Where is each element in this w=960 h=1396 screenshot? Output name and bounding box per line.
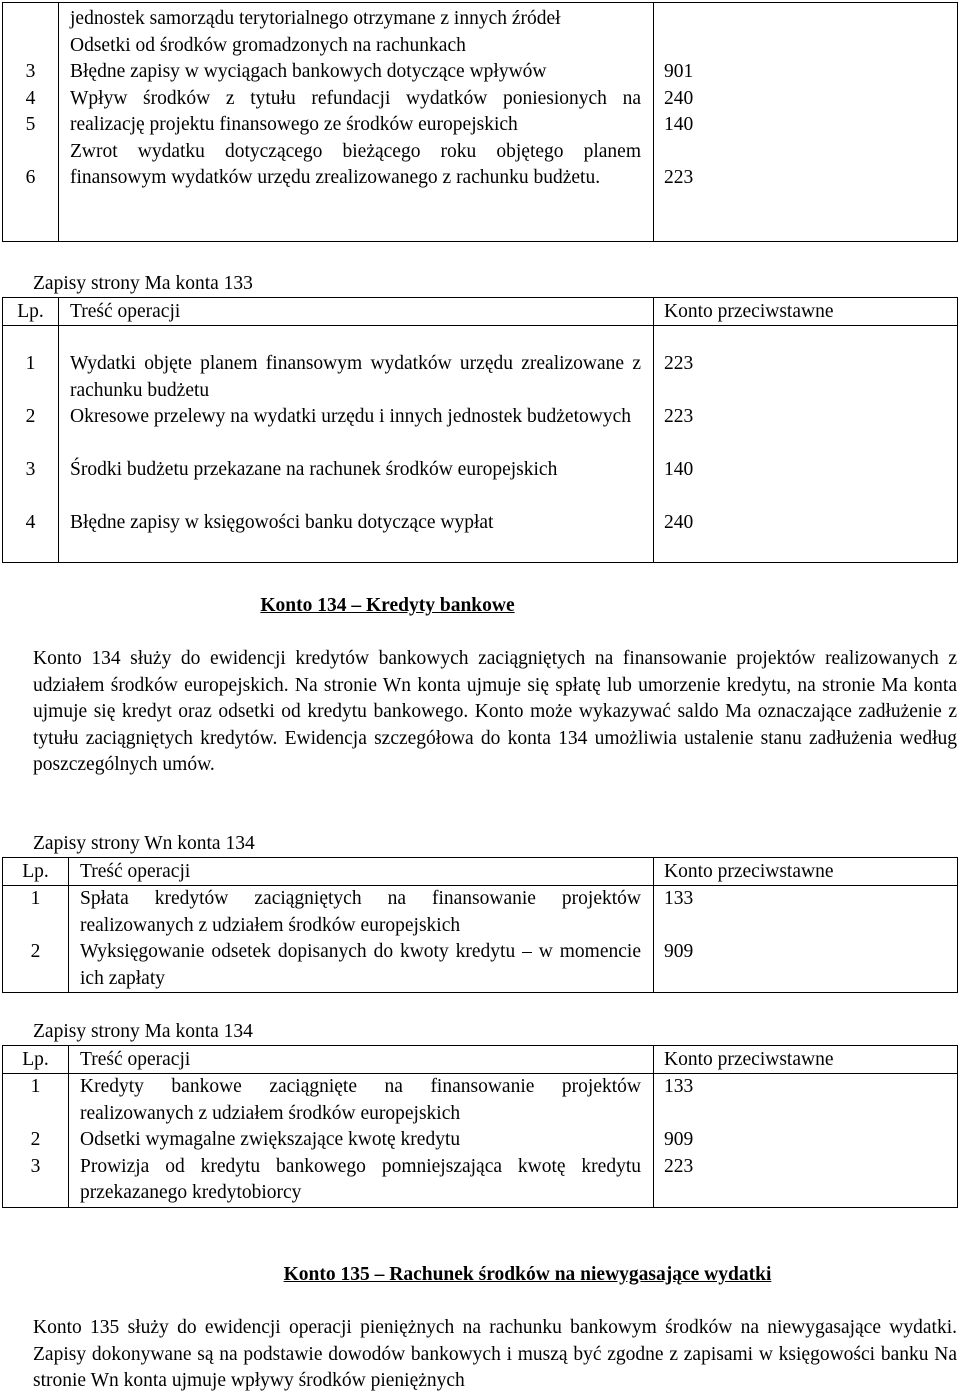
top-row-blank xyxy=(664,33,957,60)
wn-134-caption: Zapisy strony Wn konta 134 xyxy=(33,833,255,854)
top-row-account: 223 xyxy=(664,167,694,188)
konto-135-description: Konto 135 służy do ewidencji operacji pieniężnych na rachunku bankowym środków na niewygasające wydatki. Zapisy dokonywane są na podstawie dowodów bankowych i muszą być zgodne z zapisami w księgowości banku Na stronie Wn konta ujmuje wpływy środków pieniężnych xyxy=(33,1317,957,1392)
table-row-number: 2 xyxy=(25,406,36,427)
konto-134-description: Konto 134 służy do ewidencji kredytów bankowych zaciągniętych na finansowanie projektów realizowanych z udziałem środków europejskich. Na stronie Wn konta ujmuje się spłatę lub umorzenie kredytu, na stronie Ma konta ujmuje się kredyt oraz odsetki od kredytu bankowego. Konto może wykazywać saldo Ma oznaczające zadłużenie z tytułu zaciągniętych kredytów. Ewidencja szczegółowa do konta 134 umożliwia ustalenie stanu zadłużenia według poszczególnych umów. xyxy=(33,648,957,776)
table-row-number: 1 xyxy=(25,353,36,374)
ma-134-header-content: Treść operacji xyxy=(69,1046,654,1074)
ma-133-caption: Zapisy strony Ma konta 133 xyxy=(33,273,253,294)
table-row-account: 223 xyxy=(664,1155,694,1177)
konto-135-heading: Konto 135 – Rachunek środków na niewygasające wydatki xyxy=(283,1264,772,1285)
table-row-text: Wydatki objęte planem finansowym wydatków urzędu zrealizowane z rachunku budżetu xyxy=(70,353,641,401)
top-number-column xyxy=(3,3,59,242)
table-row-number: 3 xyxy=(30,1155,41,1177)
top-operations-table xyxy=(2,2,958,242)
ma-133-table xyxy=(2,297,958,563)
ma-134-table xyxy=(2,1045,958,1208)
ma-133-number-column xyxy=(3,326,59,563)
ma-133-account-column xyxy=(654,326,958,563)
table-row-text: Błędne zapisy w księgowości banku dotyczące wypłat xyxy=(70,512,494,533)
wn-134-header-lp: Lp. xyxy=(3,858,69,886)
top-row-number: 4 xyxy=(25,87,36,109)
top-row-blank xyxy=(3,33,58,60)
table-row-account: 909 xyxy=(664,941,694,962)
wn-134-account-column xyxy=(654,886,958,993)
table-row-number: 1 xyxy=(30,1076,41,1097)
table-row-text: Okresowe przelewy na wydatki urzędu i innych jednostek budżetowych xyxy=(70,406,631,427)
table-row-text: Kredyty bankowe zaciągnięte na finansowanie projektów realizowanych z udziałem środków europejskich xyxy=(80,1076,641,1124)
table-row-account: 133 xyxy=(664,1076,694,1097)
table-row-number: 4 xyxy=(25,512,36,533)
wn-134-header-content: Treść operacji xyxy=(69,858,654,886)
top-row-number: 3 xyxy=(25,61,36,82)
konto-134-heading: Konto 134 – Kredyty bankowe xyxy=(260,595,515,616)
table-row-number: 1 xyxy=(30,888,41,909)
table-row-account: 223 xyxy=(664,406,694,427)
top-content-column xyxy=(59,3,654,242)
top-row-account: 901 xyxy=(664,61,694,82)
ma-133-header-lp: Lp. xyxy=(3,298,59,326)
top-row-account: 240 xyxy=(664,87,694,109)
table-row-text: Spłata kredytów zaciągniętych na finansowanie projektów realizowanych z udziałem środków europejskich xyxy=(80,888,641,936)
ma-134-caption: Zapisy strony Ma konta 134 xyxy=(33,1021,253,1042)
top-row-text: Wpływ środków z tytułu refundacji wydatków poniesionych na realizację projektu finansowego ze środków europejskich xyxy=(70,87,641,135)
top-row-text: jednostek samorządu terytorialnego otrzymane z innych źródeł xyxy=(70,8,561,29)
ma-134-header-lp: Lp. xyxy=(3,1046,69,1074)
table-row-number: 2 xyxy=(30,1129,41,1150)
table-row-number: 2 xyxy=(30,941,41,962)
top-row-text: Zwrot wydatku dotyczącego bieżącego roku objętego planem finansowym wydatków urzędu zrealizowanego z rachunku budżetu. xyxy=(70,140,641,188)
top-row-number: 6 xyxy=(25,167,36,188)
top-row-blank xyxy=(664,6,957,33)
table-row-text: Prowizja od kredytu bankowego pomniejszająca kwotę kredytu przekazanego kredytobiorcy xyxy=(80,1155,641,1203)
top-row-blank xyxy=(3,6,58,33)
top-row-text: Błędne zapisy w wyciągach bankowych dotyczące wpływów xyxy=(70,61,547,82)
wn-134-number-column xyxy=(3,886,69,993)
top-account-column xyxy=(654,3,958,242)
wn-134-table xyxy=(2,857,958,993)
top-row-account: 140 xyxy=(664,114,694,135)
wn-134-content-column xyxy=(69,886,654,993)
table-row-account: 240 xyxy=(664,512,694,533)
top-row-blank xyxy=(664,139,957,166)
ma-133-header-content: Treść operacji xyxy=(59,298,654,326)
ma-134-account-column xyxy=(654,1074,958,1208)
ma-133-header-account: Konto przeciwstawne xyxy=(654,298,958,326)
table-row-account: 909 xyxy=(664,1129,694,1150)
table-row-text: Odsetki wymagalne zwiększające kwotę kredytu xyxy=(80,1129,461,1150)
ma-134-content-column xyxy=(69,1074,654,1208)
ma-134-header-account: Konto przeciwstawne xyxy=(654,1046,958,1074)
ma-133-content-column xyxy=(59,326,654,563)
table-row-account: 140 xyxy=(664,459,694,480)
top-row-blank xyxy=(3,139,58,166)
table-row-text: Środki budżetu przekazane na rachunek środków europejskich xyxy=(70,459,558,480)
table-row-number: 3 xyxy=(25,459,36,480)
table-row-account: 133 xyxy=(664,888,694,909)
top-row-text: Odsetki od środków gromadzonych na rachunkach xyxy=(70,34,466,56)
table-row-text: Wyksięgowanie odsetek dopisanych do kwoty kredytu – w momencie ich zapłaty xyxy=(80,941,641,989)
wn-134-header-account: Konto przeciwstawne xyxy=(654,858,958,886)
top-row-number: 5 xyxy=(25,114,36,135)
ma-134-number-column xyxy=(3,1074,69,1208)
table-row-account: 223 xyxy=(664,353,694,374)
